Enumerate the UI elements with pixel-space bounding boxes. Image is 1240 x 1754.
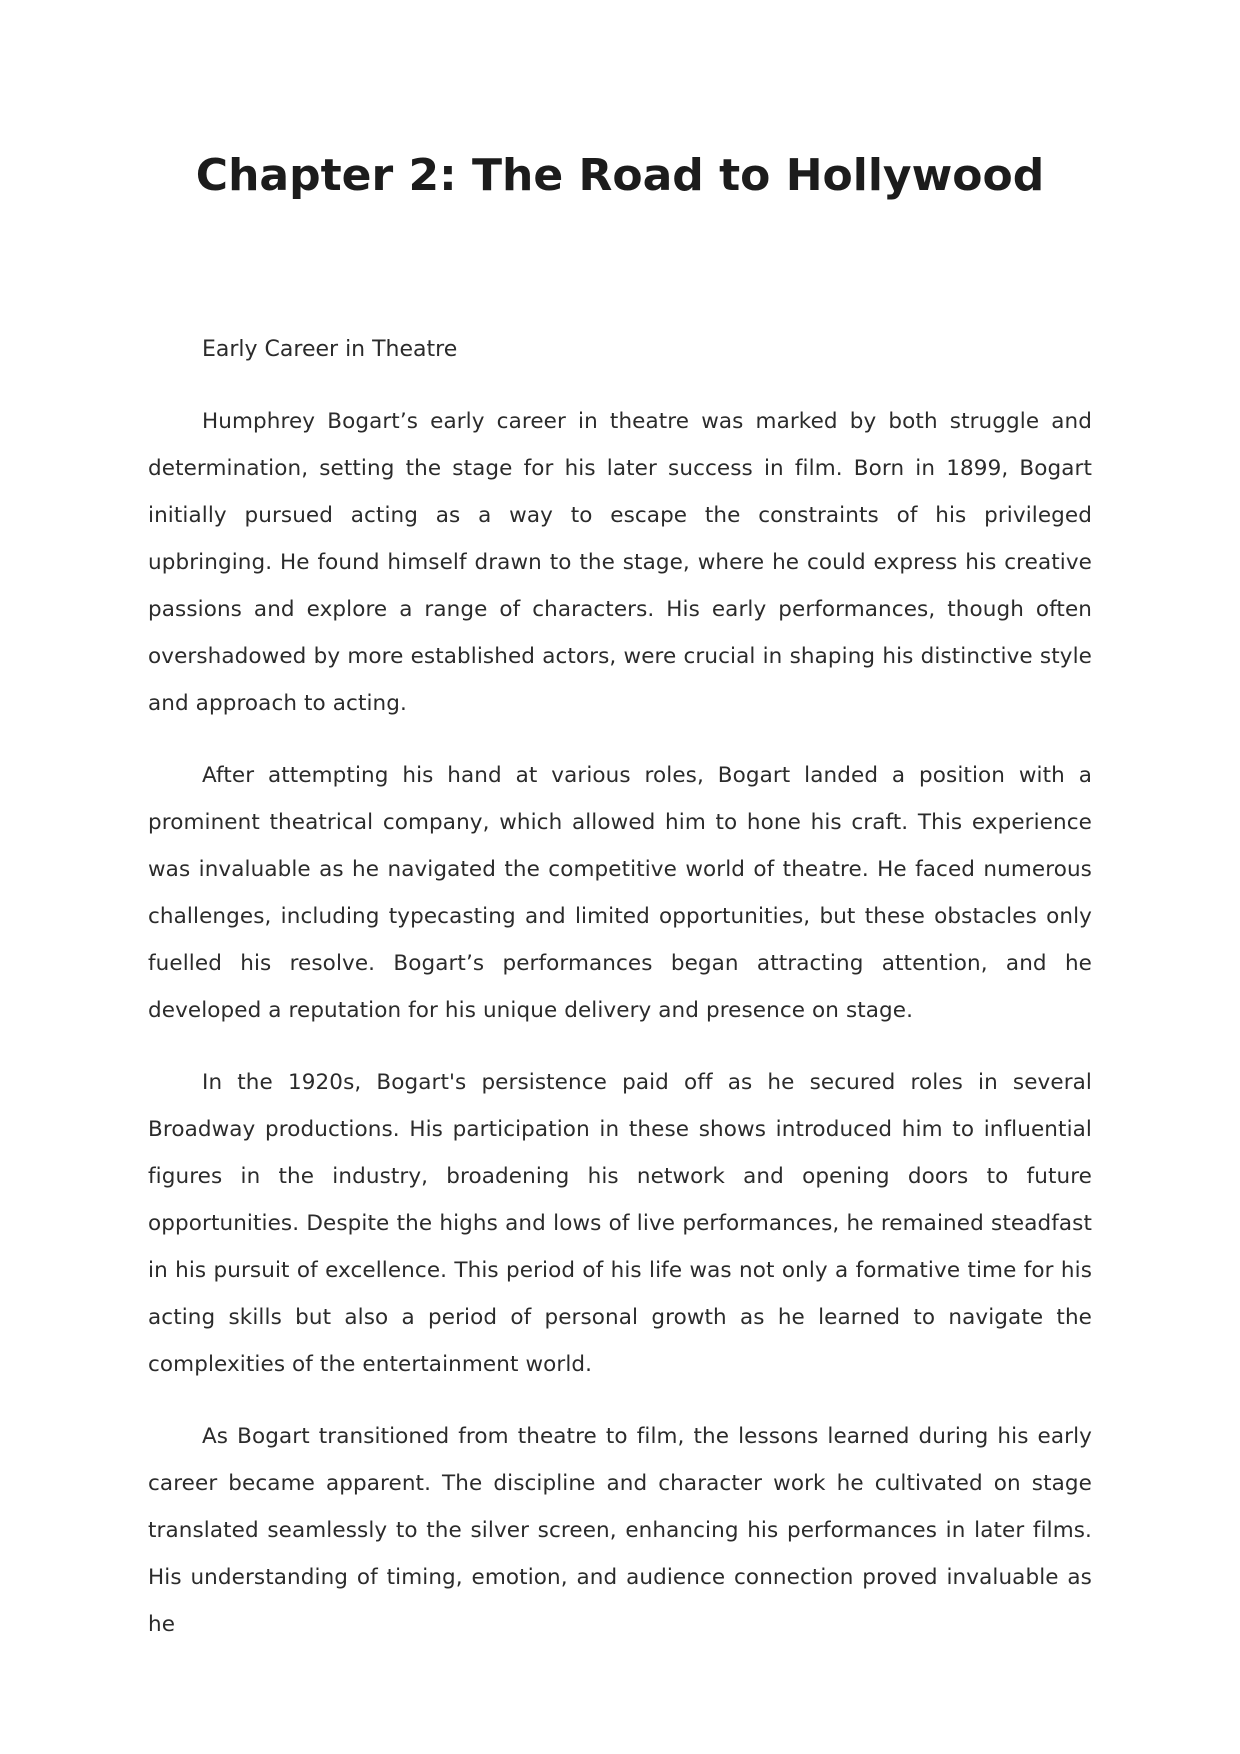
paragraph: In the 1920s, Bogart's persistence paid off as he secured roles in several Broadway productions. His participation in these shows introduced him to influential figures in the industry, broadening his network and opening doors to future opportunities. Despite the highs and lows of live performances, he remained steadfast in his pursuit of excellence. This period of his life was not only a formative time for his acting skills but also a period of personal growth as he learned to navigate the complexities of the entertainment world. [148, 1070, 1092, 1377]
section-heading: Early Career in Theatre [202, 337, 458, 362]
paragraph: Humphrey Bogart’s early career in theatre was marked by both struggle and determination, setting the stage for his later success in film. Born in 1899, Bogart initially pursued acting as a way to escape the constraints of his privileged upbringing. He found himself drawn to the stage, where he could express his creative passions and explore a range of characters. His early performances, though often overshadowed by more established actors, were crucial in shaping his distinctive style and approach to acting. [148, 409, 1092, 716]
chapter-title: Chapter 2: The Road to Hollywood [195, 150, 1045, 201]
chapter-body [148, 326, 1092, 1648]
paragraph: After attempting his hand at various roles, Bogart landed a position with a prominent theatrical company, which allowed him to hone his craft. This experience was invaluable as he navigated the competitive world of theatre. He faced numerous challenges, including typecasting and limited opportunities, but these obstacles only fuelled his resolve. Bogart’s performances began attracting attention, and he developed a reputation for his unique delivery and presence on stage. [148, 763, 1092, 1023]
paragraph: As Bogart transitioned from theatre to film, the lessons learned during his early career became apparent. The discipline and character work he cultivated on stage translated seamlessly to the silver screen, enhancing his performances in later films. His understanding of timing, emotion, and audience connection proved invaluable as he [148, 1424, 1092, 1637]
